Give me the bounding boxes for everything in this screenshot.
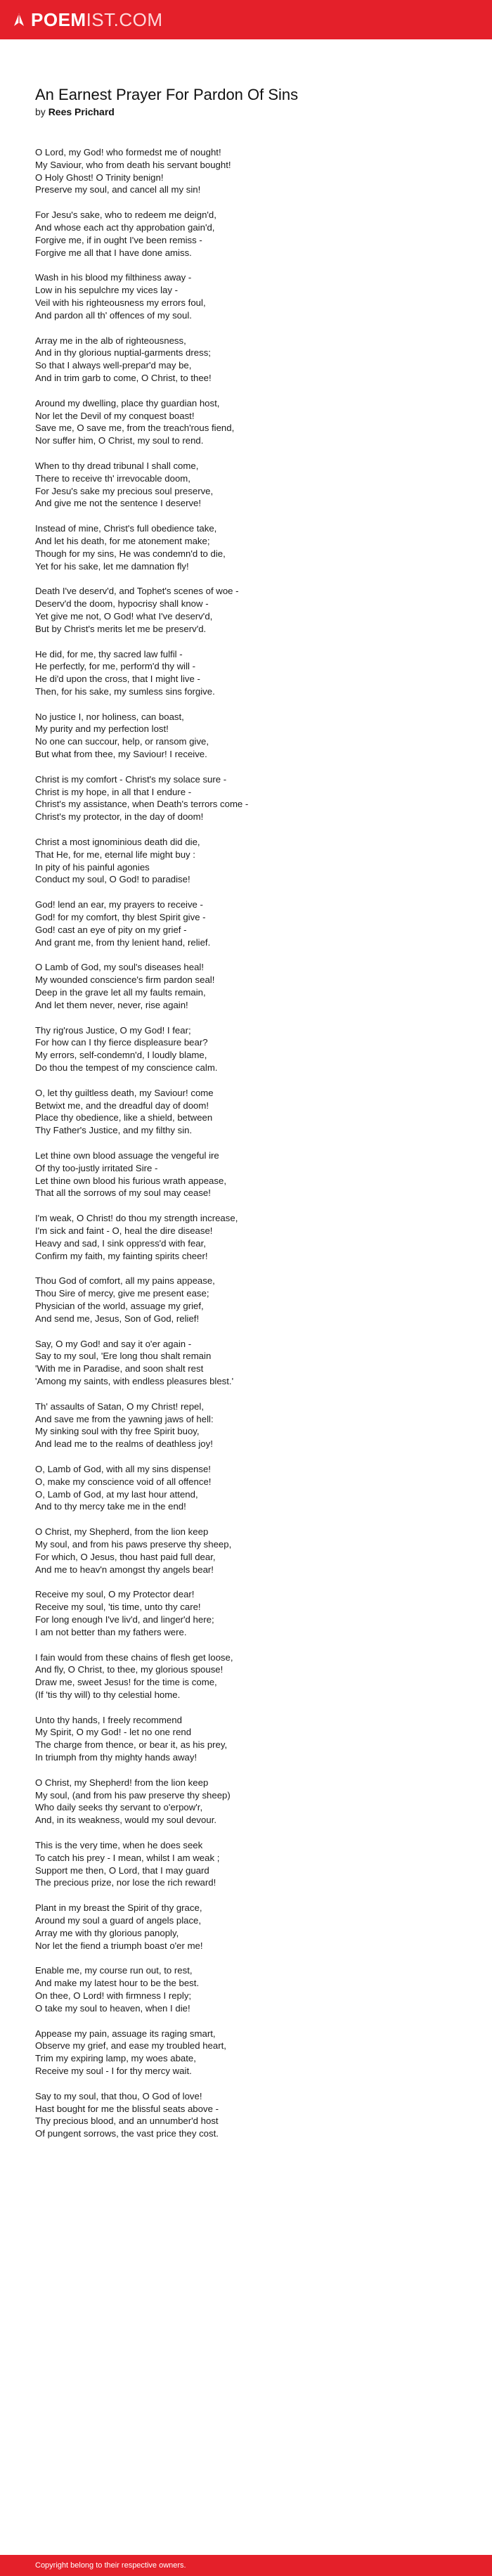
- poem-line: My wounded conscience's firm pardon seal!: [35, 974, 215, 986]
- poem-line: No one can succour, help, or ransom give,: [35, 736, 209, 747]
- poem-line: Draw me, sweet Jesus! for the time is come,: [35, 1677, 217, 1688]
- stanza: [35, 899, 464, 948]
- poem-line: Of pungent sorrows, the vast price they cost.: [35, 2128, 219, 2139]
- stanza: [35, 1588, 464, 1638]
- poem-line: For Jesu's sake my precious soul preserve,: [35, 485, 214, 496]
- stanza: [35, 1964, 464, 2014]
- poem-line: Christ a most ignominious death did die,: [35, 837, 200, 848]
- stanza: [35, 1526, 464, 1576]
- poem-line: O Lamb of God, my soul's diseases heal!: [35, 962, 205, 973]
- poem-line: For which, O Jesus, thou hast paid full dear,: [35, 1551, 216, 1562]
- poem-line: I fain would from these chains of flesh get loose,: [35, 1651, 233, 1663]
- poem-line: 'With me in Paradise, and soon shalt rest: [35, 1363, 204, 1374]
- stanza: [35, 1463, 464, 1513]
- poem-line: Trim my expiring lamp, my woes abate,: [35, 2053, 196, 2064]
- poem-line: Nor suffer him, O Christ, my soul to rend.: [35, 435, 204, 446]
- poem-line: Heavy and sad, I sink oppress'd with fear,: [35, 1237, 206, 1249]
- poem-line: Th' assaults of Satan, O my Christ! repel,: [35, 1400, 204, 1412]
- poem-line: Thou God of comfort, all my pains appease,: [35, 1275, 215, 1287]
- stanza: [35, 1087, 464, 1137]
- poem-title: An Earnest Prayer For Pardon Of Sins: [35, 86, 299, 103]
- poem-line: O Lord, my God! who formedst me of nought!: [35, 147, 221, 157]
- poem-line: Say, O my God! and say it o'er again -: [35, 1338, 192, 1349]
- poem-line: Christ is my hope, in all that I endure -: [35, 786, 192, 797]
- poem-line: Who daily seeks thy servant to o'erpow'r,: [35, 1802, 203, 1813]
- stanza: [35, 1400, 464, 1450]
- poem-line: He di'd upon the cross, that I might live -: [35, 674, 200, 685]
- stanza: [35, 209, 464, 259]
- poem-line: Low in his sepulchre my vices lay -: [35, 285, 179, 296]
- poem-line: Christ's my protector, in the day of doom!: [35, 811, 204, 823]
- poem-line: And pardon all th' offences of my soul.: [35, 309, 192, 321]
- stanza: [35, 522, 464, 572]
- poem-line: I'm sick and faint - O, heal the dire disease!: [35, 1225, 213, 1236]
- poem-line: (If 'tis thy will) to thy celestial home.: [35, 1689, 181, 1700]
- stanza: [35, 1212, 464, 1262]
- poem-line: Enable me, my course run out, to rest,: [35, 1965, 193, 1976]
- poem-line: And fly, O Christ, to thee, my glorious spouse!: [35, 1664, 224, 1675]
- poem-line: Receive my soul, 'tis time, unto thy care!: [35, 1602, 201, 1613]
- stanza: [35, 585, 464, 635]
- poem-line: Yet give me not, O God! what I've deserv'd,: [35, 610, 213, 622]
- poem-line: Array me with thy glorious panoply,: [35, 1927, 179, 1938]
- stanza: [35, 146, 464, 196]
- poem-line: And in thy glorious nuptial-garments dress;: [35, 347, 211, 359]
- poem-line: God! for my comfort, thy blest Spirit give -: [35, 912, 206, 923]
- poem-line: Do thou the tempest of my conscience calm.: [35, 1062, 218, 1074]
- stanza: [35, 397, 464, 447]
- poem-line: Yet for his sake, let me damnation fly!: [35, 560, 189, 572]
- stanza: [35, 711, 464, 761]
- poem-line: My sinking soul with thy free Spirit buoy,: [35, 1426, 200, 1437]
- poem-line: When to thy dread tribunal I shall come,: [35, 460, 199, 471]
- poem-line: Around my dwelling, place thy guardian host,: [35, 397, 220, 408]
- poem-line: Let thine own blood assuage the vengeful ire: [35, 1150, 219, 1161]
- poem-line: The precious prize, nor lose the rich reward!: [35, 1877, 216, 1888]
- poem-line: I'm weak, O Christ! do thou my strength increase,: [35, 1213, 238, 1224]
- poem-line: Though for my sins, He was condemn'd to die,: [35, 548, 226, 559]
- byline: [35, 105, 464, 118]
- poem-line: Say to my soul, that thou, O God of love!: [35, 2090, 202, 2101]
- stanza: [35, 1902, 464, 1952]
- stanza: [35, 1714, 464, 1764]
- poem-line: O, make my conscience void of all offence!: [35, 1476, 212, 1487]
- poem-line: God! cast an eye of pity on my grief -: [35, 924, 187, 935]
- poem-line: 'Among my saints, with endless pleasures blest.': [35, 1375, 234, 1386]
- poem-line: Forgive me all that I have done amiss.: [35, 247, 192, 258]
- poem-line: Forgive me, if in ought I've been remiss -: [35, 234, 202, 245]
- stanza: [35, 1024, 464, 1074]
- poem-line: My soul, (and from his paw preserve thy sheep): [35, 1789, 231, 1801]
- poem-line: Deserv'd the doom, hypocrisy shall know -: [35, 598, 209, 610]
- poem-line: In pity of his painful agonies: [35, 861, 150, 872]
- stanza: [35, 460, 464, 510]
- logo-text-light: IST.COM: [86, 8, 163, 30]
- poem-line: For Jesu's sake, who to redeem me deign'd,: [35, 210, 216, 221]
- poem-line: On thee, O Lord! with firmness I reply;: [35, 1990, 192, 2002]
- poem-line: He did, for me, thy sacred law fulfil -: [35, 648, 183, 659]
- poem-line: For long enough I've liv'd, and linger'd here;: [35, 1614, 214, 1625]
- poem-line: And send me, Jesus, Son of God, relief!: [35, 1313, 200, 1324]
- poem-line: Receive my soul - I for thy mercy wait.: [35, 2066, 192, 2077]
- poem-line: But by Christ's merits let me be preserv'd.: [35, 623, 207, 634]
- poem-line: My Saviour, who from death his servant bought!: [35, 159, 231, 170]
- footer-copyright: Copyright belong to their respective owners.: [35, 2561, 186, 2570]
- poem-line: My purity and my perfection lost!: [35, 723, 169, 735]
- poem-line: That all the sorrows of my soul may cease!: [35, 1187, 211, 1199]
- poem-line: My soul, and from his paws preserve thy sheep,: [35, 1538, 232, 1550]
- poem-line: God! lend an ear, my prayers to receive -: [35, 899, 203, 910]
- poem-line: O, Lamb of God, at my last hour attend,: [35, 1488, 198, 1500]
- poem-line: And whose each act thy approbation gain'd,: [35, 221, 215, 233]
- poem-line: Deep in the grave let all my faults remain,: [35, 987, 206, 998]
- poem-line: Support me then, O Lord, that I may guard: [35, 1865, 209, 1876]
- poem-line: Thou Sire of mercy, give me present ease;: [35, 1288, 209, 1299]
- poem-line: So that I always well-prepar'd may be,: [35, 360, 192, 371]
- poem-line: Around my soul a guard of angels place,: [35, 1915, 202, 1926]
- stanza: [35, 271, 464, 321]
- site-header: [0, 0, 492, 39]
- poem-line: Receive my soul, O my Protector dear!: [35, 1589, 195, 1600]
- site-footer: [0, 2555, 492, 2576]
- poem-line: Death I've deserv'd, and Tophet's scenes of woe -: [35, 586, 239, 597]
- poem-line: Observe my grief, and ease my troubled heart,: [35, 2040, 226, 2052]
- poem-line: The charge from thence, or bear it, as his prey,: [35, 1739, 228, 1751]
- poem-line: Plant in my breast the Spirit of thy grace,: [35, 1902, 202, 1914]
- author-link[interactable]: Rees Prichard: [48, 106, 115, 117]
- poem-line: My Spirit, O my God! - let no one rend: [35, 1727, 192, 1738]
- stanza: [35, 1839, 464, 1889]
- poem-line: My errors, self-condemn'd, I loudly blame,: [35, 1050, 207, 1061]
- stanza: [35, 648, 464, 698]
- quill-icon: [13, 12, 25, 27]
- poem-line: Wash in his blood my filthiness away -: [35, 272, 192, 283]
- poem-line: But what from thee, my Saviour! I receive.: [35, 749, 207, 760]
- poem-line: For how can I thy fierce displeasure bear?: [35, 1037, 208, 1048]
- poem-article: [35, 86, 464, 2153]
- poem-line: And give me not the sentence I deserve!: [35, 498, 202, 509]
- poem-line: And to thy mercy take me in the end!: [35, 1501, 186, 1512]
- poem-line: Christ is my comfort - Christ's my solace sure -: [35, 773, 227, 785]
- poem-line: Nor let the Devil of my conquest boast!: [35, 410, 195, 421]
- poem-line: And save me from the yawning jaws of hell:: [35, 1413, 214, 1424]
- poem-line: No justice I, nor holiness, can boast,: [35, 711, 184, 722]
- poem-line: O Christ, my Shepherd, from the lion keep: [35, 1526, 209, 1538]
- poem-line: Of thy too-justly irritated Sire -: [35, 1162, 158, 1173]
- poem-line: Hast bought for me the blissful seats above -: [35, 2103, 219, 2114]
- poem-line: O Christ, my Shepherd! from the lion keep: [35, 1777, 209, 1788]
- poem-line: In triumph from thy mighty hands away!: [35, 1752, 198, 1763]
- poem-line: Let thine own blood his furious wrath appease,: [35, 1175, 226, 1186]
- poem-line: Place thy obedience, like a shield, between: [35, 1112, 213, 1123]
- poem-line: Preserve my soul, and cancel all my sin!: [35, 184, 201, 195]
- stanza: [35, 1149, 464, 1199]
- poem-line: O, Lamb of God, with all my sins dispense!: [35, 1463, 211, 1474]
- poem-line: And make my latest hour to be the best.: [35, 1978, 200, 1989]
- stanza: [35, 2028, 464, 2078]
- poem-line: Thy rig'rous Justice, O my God! I fear;: [35, 1024, 191, 1036]
- stanza: [35, 1338, 464, 1388]
- poem-line: And me to heav'n amongst thy angels bear!: [35, 1564, 214, 1575]
- stanza: [35, 836, 464, 886]
- poem-line: And in trim garb to come, O Christ, to thee!: [35, 372, 212, 383]
- poem-line: I am not better than my fathers were.: [35, 1626, 187, 1637]
- poem-line: O Holy Ghost! O Trinity benign!: [35, 172, 164, 183]
- poem-line: This is the very time, when he does seek: [35, 1840, 203, 1851]
- poem-line: He perfectly, for me, perform'd thy will -: [35, 661, 195, 672]
- stanza: [35, 1275, 464, 1325]
- poem-line: Then, for his sake, my sumless sins forgive.: [35, 685, 215, 697]
- poem-line: Appease my pain, assuage its raging smart,: [35, 2028, 216, 2039]
- poem-line: Thy Father's Justice, and my filthy sin.: [35, 1125, 193, 1136]
- poem-line: Christ's my assistance, when Death's terrors come -: [35, 799, 249, 810]
- poem-line: Save me, O save me, from the treach'rous fiend,: [35, 423, 235, 434]
- poem-line: Physician of the world, assuage my grief,: [35, 1300, 204, 1311]
- site-logo-link[interactable]: [13, 9, 163, 31]
- by-label: by: [35, 106, 46, 117]
- poem-line: To catch his prey - I mean, whilst I am weak ;: [35, 1852, 220, 1863]
- poem-line: O, let thy guiltless death, my Saviour! come: [35, 1087, 214, 1098]
- poem-line: Veil with his righteousness my errors foul,: [35, 297, 206, 308]
- logo-text-bold: POEM: [31, 8, 86, 30]
- stanza: [35, 335, 464, 385]
- poem-line: Say to my soul, 'Ere long thou shalt remain: [35, 1351, 212, 1362]
- poem-line: And let them never, never, rise again!: [35, 999, 188, 1010]
- poem-line: Thy precious blood, and an unnumber'd host: [35, 2115, 219, 2127]
- poem-body: [35, 146, 464, 2140]
- poem-line: Instead of mine, Christ's full obedience take,: [35, 523, 217, 534]
- poem-line: That He, for me, eternal life might buy :: [35, 849, 195, 860]
- poem-line: And let his death, for me atonement make;: [35, 535, 210, 546]
- poem-line: Nor let the fiend a triumph boast o'er me!: [35, 1940, 203, 1951]
- poem-line: There to receive th' irrevocable doom,: [35, 472, 190, 484]
- poem-line: And, in its weakness, would my soul devour.: [35, 1815, 217, 1826]
- poem-line: Array me in the alb of righteousness,: [35, 335, 186, 346]
- poem-line: O take my soul to heaven, when I die!: [35, 2002, 190, 2014]
- poem-line: Betwixt me, and the dreadful day of doom!: [35, 1100, 209, 1111]
- poem-line: Unto thy hands, I freely recommend: [35, 1714, 182, 1725]
- stanza: [35, 961, 464, 1011]
- poem-line: And grant me, from thy lenient hand, relief.: [35, 936, 211, 948]
- poem-line: Conduct my soul, O God! to paradise!: [35, 874, 190, 885]
- stanza: [35, 1777, 464, 1827]
- poem-line: And lead me to the realms of deathless joy!: [35, 1438, 213, 1450]
- poem-line: Confirm my faith, my fainting spirits cheer!: [35, 1250, 208, 1261]
- stanza: [35, 1651, 464, 1701]
- stanza: [35, 2090, 464, 2140]
- stanza: [35, 773, 464, 823]
